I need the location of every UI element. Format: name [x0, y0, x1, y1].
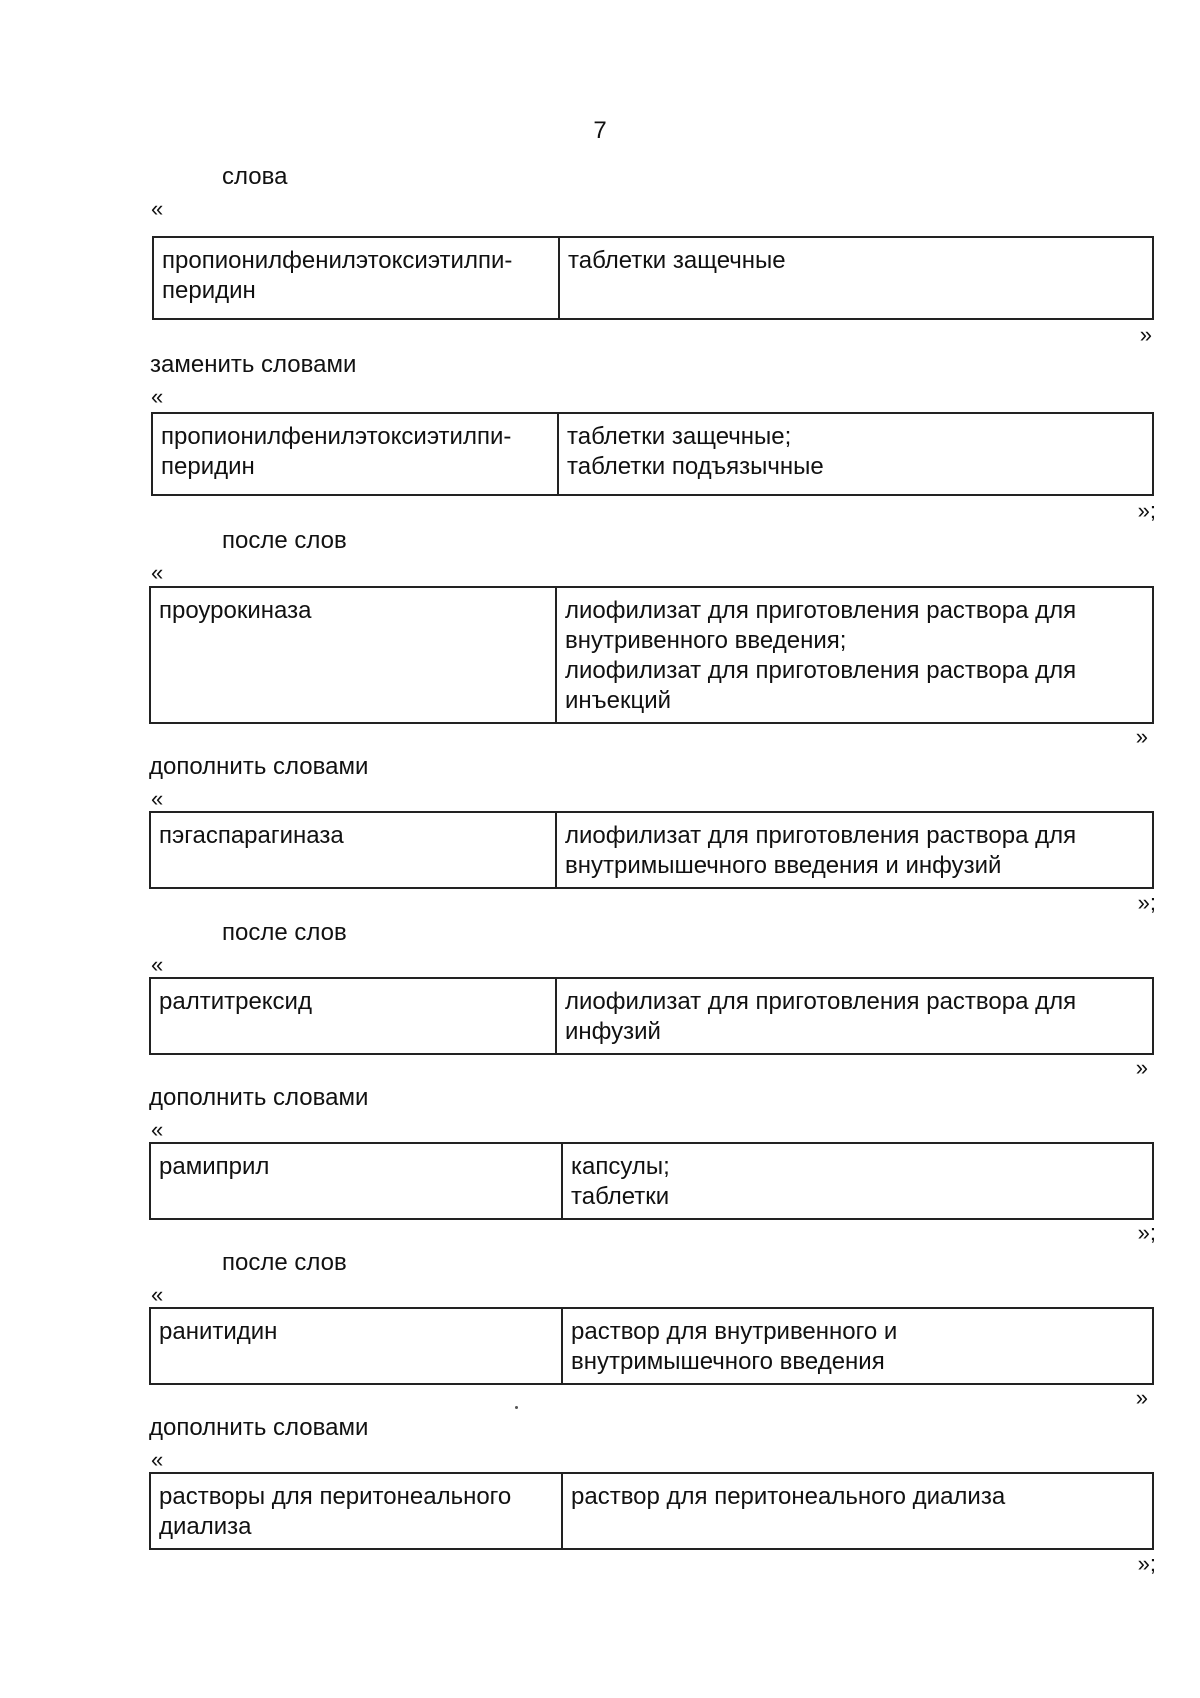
instruction-text: после слов	[222, 919, 347, 946]
dosage-form-line: лиофилизат для приготовления раствора для	[565, 988, 1077, 1015]
dosage-form-cell	[558, 413, 1153, 495]
dosage-form-line: капсулы;	[571, 1153, 670, 1180]
open-quote: «	[151, 952, 164, 977]
dosage-form-cell	[562, 1473, 1153, 1549]
drug-name-line: проурокиназа	[159, 597, 312, 624]
amendment-table	[149, 977, 1154, 1055]
dosage-form-line: лиофилизат для приготовления раствора для	[565, 597, 1077, 624]
close-quote: »;	[1137, 890, 1156, 915]
dosage-form-cell	[559, 237, 1153, 319]
table-row	[150, 1143, 1153, 1219]
dosage-form-line: таблетки подъязычные	[567, 453, 824, 480]
drug-name-line: диализа	[159, 1513, 252, 1540]
drug-name-line: растворы для перитонеального	[159, 1483, 512, 1510]
scan-speck	[515, 1406, 518, 1409]
dosage-form-cell	[556, 812, 1153, 888]
amendment-table	[149, 586, 1154, 724]
instruction-text: дополнить словами	[149, 753, 369, 780]
drug-name-line: ранитидин	[159, 1318, 278, 1345]
dosage-form-line: лиофилизат для приготовления раствора для	[565, 822, 1077, 849]
drug-name-line: перидин	[161, 453, 255, 480]
amendment-table	[149, 1472, 1154, 1550]
open-quote: «	[151, 1447, 164, 1472]
amendment-table	[149, 1307, 1154, 1385]
open-quote: «	[151, 1282, 164, 1307]
close-quote: »	[1135, 724, 1148, 749]
close-quote: »	[1135, 1055, 1148, 1080]
table-row	[150, 812, 1153, 888]
instruction-text: дополнить словами	[149, 1084, 369, 1111]
dosage-form-cell	[562, 1143, 1153, 1219]
dosage-form-cell	[562, 1308, 1153, 1384]
instruction-text: после слов	[222, 527, 347, 554]
close-quote: »	[1135, 1385, 1148, 1410]
drug-name-line: ралтитрексид	[159, 988, 312, 1015]
close-quote: »;	[1137, 1551, 1156, 1576]
table-row	[150, 978, 1153, 1054]
dosage-form-line: внутривенного введения;	[565, 627, 847, 654]
drug-name-cell	[150, 1308, 562, 1384]
dosage-form-line: внутримышечного введения	[571, 1348, 885, 1375]
close-quote: »	[1139, 322, 1152, 347]
drug-name-cell	[150, 1473, 562, 1549]
table-row	[150, 587, 1153, 723]
open-quote: «	[151, 384, 164, 409]
instruction-text: дополнить словами	[149, 1414, 369, 1441]
drug-name-line: рамиприл	[159, 1153, 270, 1180]
drug-name-cell	[152, 413, 558, 495]
dosage-form-line: инъекций	[565, 687, 672, 714]
dosage-form-line: внутримышечного введения и инфузий	[565, 852, 1002, 879]
table-row	[150, 1308, 1153, 1384]
page-number: 7	[593, 117, 607, 144]
open-quote: «	[151, 196, 164, 221]
drug-name-cell	[150, 812, 556, 888]
dosage-form-line: таблетки	[571, 1183, 670, 1210]
amendment-table	[149, 1142, 1154, 1220]
dosage-form-cell	[556, 587, 1153, 723]
dosage-form-line: лиофилизат для приготовления раствора для	[565, 657, 1077, 684]
open-quote: «	[151, 560, 164, 585]
dosage-form-line: раствор для перитонеального диализа	[571, 1483, 1006, 1510]
drug-name-cell	[153, 237, 559, 319]
dosage-form-line: таблетки защечные	[568, 247, 786, 274]
instruction-text: слова	[222, 163, 288, 190]
drug-name-line: пэгаспарагиназа	[159, 822, 344, 849]
dosage-form-line: инфузий	[565, 1018, 661, 1045]
amendment-table	[151, 412, 1154, 496]
dosage-form-cell	[556, 978, 1153, 1054]
table-row	[152, 413, 1153, 495]
close-quote: »;	[1137, 498, 1156, 523]
open-quote: «	[151, 786, 164, 811]
table-row	[153, 237, 1153, 319]
table-row	[150, 1473, 1153, 1549]
drug-name-cell	[150, 587, 556, 723]
dosage-form-line: таблетки защечные;	[567, 423, 792, 450]
drug-name-cell	[150, 1143, 562, 1219]
close-quote: »;	[1137, 1220, 1156, 1245]
instruction-text: заменить словами	[150, 351, 357, 378]
drug-name-line: пропионилфенилэтоксиэтилпи-	[162, 247, 513, 274]
amendment-table	[149, 811, 1154, 889]
instruction-text: после слов	[222, 1249, 347, 1276]
amendment-table	[152, 236, 1154, 320]
drug-name-cell	[150, 978, 556, 1054]
drug-name-line: перидин	[162, 277, 256, 304]
drug-name-line: пропионилфенилэтоксиэтилпи-	[161, 423, 512, 450]
dosage-form-line: раствор для внутривенного и	[571, 1318, 898, 1345]
open-quote: «	[151, 1117, 164, 1142]
